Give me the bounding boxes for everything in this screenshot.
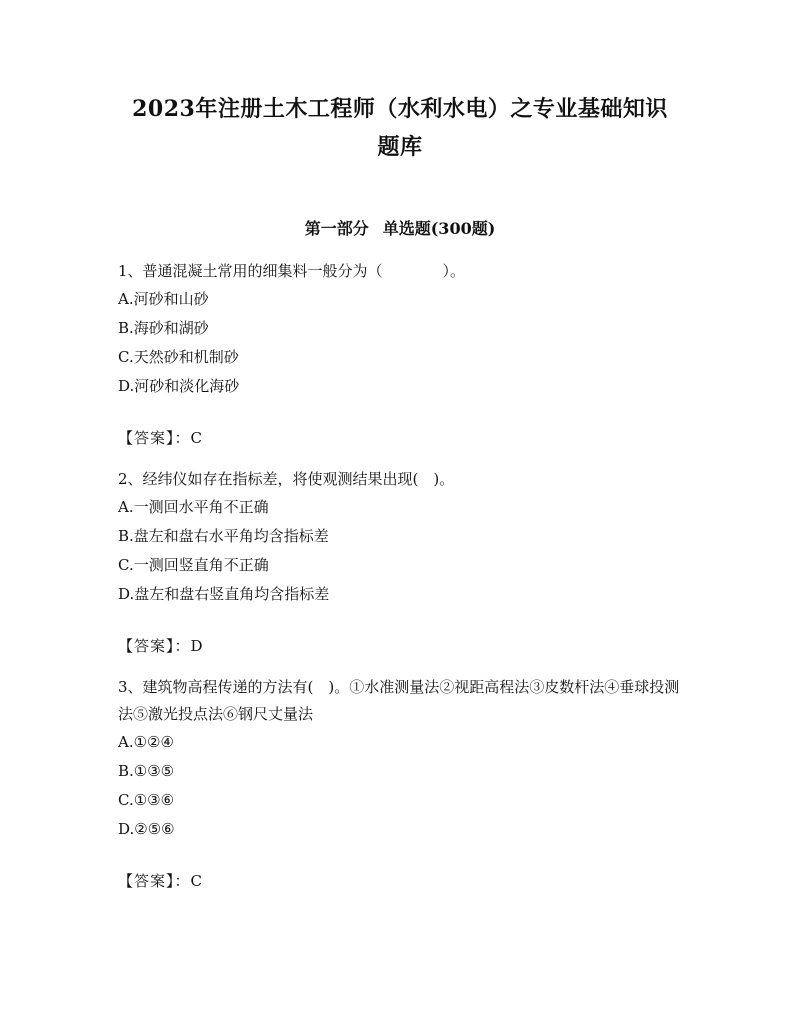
- answer-value: C: [190, 872, 202, 890]
- answer-value: D: [190, 637, 203, 655]
- answer-label: 【答案】：: [118, 429, 191, 447]
- option-c: C.①③⑥: [118, 791, 175, 809]
- option-a: A.①②④: [118, 733, 174, 751]
- title-line-2: 题库: [377, 134, 423, 160]
- option-d: D.河砂和淡化海砂: [118, 377, 240, 395]
- answer-line: [118, 424, 688, 452]
- question-list: [118, 258, 688, 909]
- answer-value: C: [190, 429, 202, 447]
- answer-line: [118, 632, 688, 660]
- option-a: A.一测回水平角不正确: [118, 498, 269, 516]
- option-d: D.②⑤⑥: [118, 820, 175, 838]
- question-stem: 3、建筑物高程传递的方法有( )。①水准测量法②视距高程法③皮数杆法④垂球投测法⑤激光投点法⑥钢尺丈量法: [118, 678, 680, 723]
- question-1: [118, 258, 688, 452]
- option-b: B.①③⑤: [118, 762, 175, 780]
- question-stem: 2、经纬仪如存在指标差，将使观测结果出现( )。: [118, 470, 455, 488]
- option-c: C.天然砂和机制砂: [118, 348, 239, 366]
- answer-label: 【答案】：: [118, 872, 191, 890]
- title-line-1: 2023年注册土木工程师（水利水电）之专业基础知识: [132, 96, 668, 122]
- option-a: A.河砂和山砂: [118, 290, 209, 308]
- question-3: [118, 674, 688, 895]
- question-2: [118, 466, 688, 660]
- answer-line: [118, 867, 688, 895]
- document-title: [100, 90, 700, 166]
- option-c: C.一测回竖直角不正确: [118, 556, 269, 574]
- question-stem: 1、普通混凝土常用的细集料一般分为（ ）。: [118, 262, 466, 280]
- option-b: B.盘左和盘右水平角均含指标差: [118, 527, 329, 545]
- section-part: 第一部分: [304, 219, 369, 238]
- option-d: D.盘左和盘右竖直角均含指标差: [118, 585, 330, 603]
- section-name: 单选题(300题): [382, 219, 496, 238]
- answer-label: 【答案】：: [118, 637, 191, 655]
- section-heading: [0, 217, 800, 241]
- option-b: B.海砂和湖砂: [118, 319, 209, 337]
